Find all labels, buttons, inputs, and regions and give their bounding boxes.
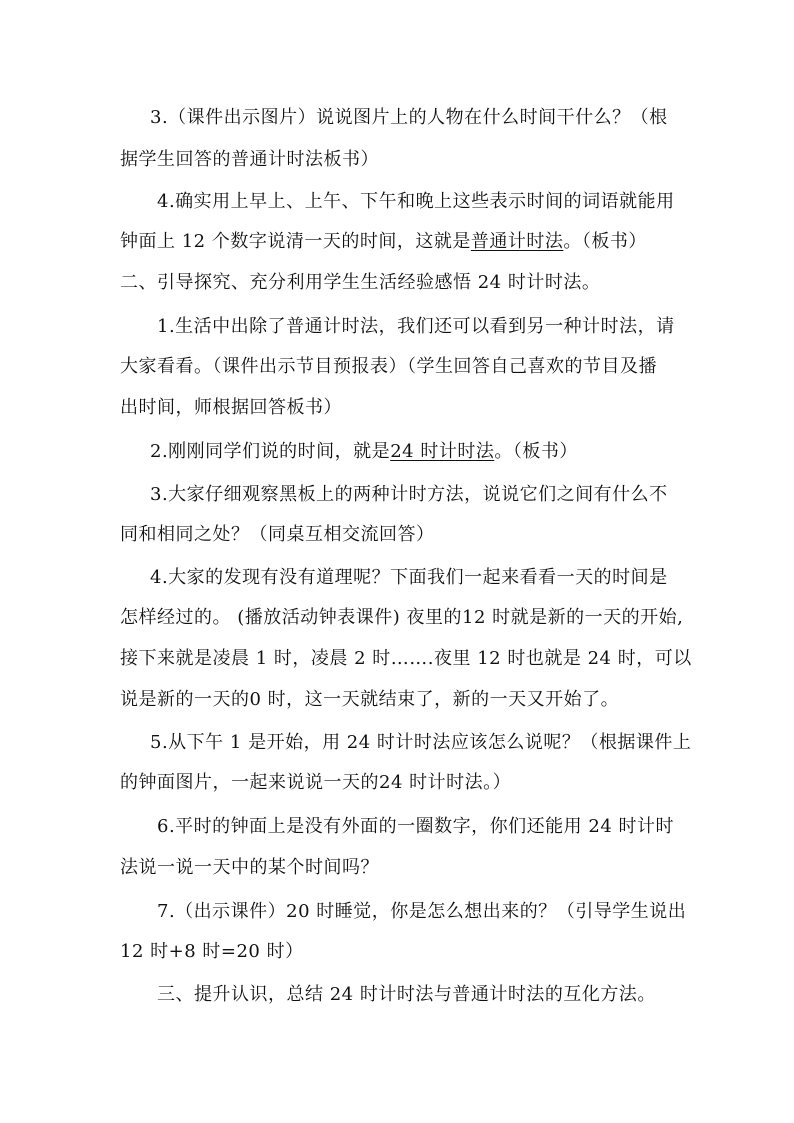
section-heading: 二、引导探究、充分利用学生生活经验感悟 24 时计时法。 [120, 272, 601, 293]
text-line: 的钟面图片，一起来说说一天的24 时计时法。） [120, 772, 512, 793]
text-line: 怎样经过的。 (播放活动钟表课件) 夜里的12 时就是新的一天的开始, [120, 607, 684, 628]
text-line: 6.平时的钟面上是没有外面的一圈数字，你们还能用 24 时计时 [157, 816, 675, 837]
text-line: 据学生回答的普通计时法板书） [120, 149, 379, 170]
text-line: 大家看看。（课件出示节目预报表）（学生回答自己喜欢的节目及播 [120, 356, 657, 377]
text-line: 7.（出示课件）20 时睡觉，你是怎么想出来的？（引导学生说出 [157, 901, 687, 922]
text-line: 钟面上 12 个数字说清一天的时间，这就是普通计时法。（板书） [120, 231, 647, 252]
text-line: 法说一说一天中的某个时间吗？ [120, 857, 379, 878]
text-line: 同和相同之处？（同桌互相交流回答） [120, 524, 435, 545]
text-line: 12 时+8 时=20 时） [120, 941, 304, 962]
text-line: 4.确实用上早上、上午、下午和晚上这些表示时间的词语就能用 [157, 191, 675, 212]
underlined-term: 24 时计时法 [390, 441, 495, 462]
text-line: 5.从下午 1 是开始，用 24 时计时法应该怎么说呢？（根据课件上 [150, 732, 692, 753]
text-line: 4.大家的发现有没有道理呢？下面我们一起来看看一天的时间是 [150, 567, 668, 588]
section-heading: 三、提升认识，总结 24 时计时法与普通计时法的互化方法。 [157, 984, 656, 1005]
text-line: 接下来就是凌晨 1 时，凌晨 2 时…….夜里 12 时也就是 24 时，可以 [120, 648, 692, 669]
text-line: 1.生活中出除了普通计时法，我们还可以看到另一种计时法，请 [157, 316, 675, 337]
text-line: 3.（课件出示图片）说说图片上的人物在什么时间干什么？（根 [150, 107, 668, 128]
text-line: 出时间，师根据回答板书） [120, 397, 342, 418]
text-line: 说是新的一天的0 时，这一天就结束了，新的一天又开始了。 [120, 689, 620, 710]
text-line: 2.刚刚同学们说的时间，就是24 时计时法。（板书） [150, 441, 578, 462]
text-line: 3.大家仔细观察黑板上的两种计时方法，说说它们之间有什么不 [150, 484, 668, 505]
underlined-term: 普通计时法 [470, 231, 564, 252]
